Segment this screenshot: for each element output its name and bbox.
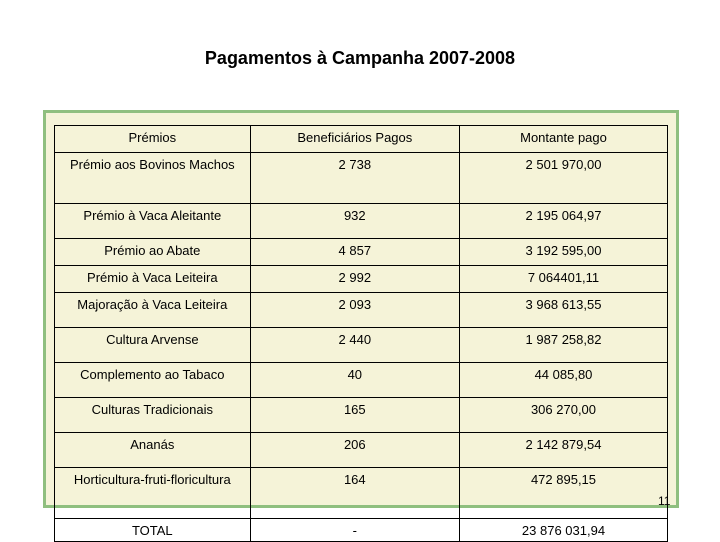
table-header-row [55,126,668,153]
cell-premio: Cultura Arvense [55,328,251,363]
cell-premio: Majoração à Vaca Leiteira [55,293,251,328]
cell-beneficiarios: 40 [250,363,459,398]
table-row [55,204,668,239]
cell-montante: 3 968 613,55 [460,293,668,328]
cell-beneficiarios: 2 093 [250,293,459,328]
table-row [55,293,668,328]
total-row [55,519,668,542]
cell-beneficiarios: 2 738 [250,153,459,204]
cell-montante: 1 987 258,82 [460,328,668,363]
table-row [55,433,668,468]
table-row [55,398,668,433]
cell-premio: Horticultura-fruti-floricultura [55,468,251,519]
cell-montante: 3 192 595,00 [460,239,668,266]
payments-table [54,125,671,542]
cell-total-label: TOTAL [55,519,251,542]
cell-beneficiarios: 2 992 [250,266,459,293]
table-row [55,266,668,293]
cell-beneficiarios: 165 [250,398,459,433]
cell-beneficiarios: 932 [250,204,459,239]
cell-beneficiarios: 164 [250,468,459,519]
slide-title: Pagamentos à Campanha 2007-2008 [204,48,516,68]
table-frame [43,110,679,538]
header-premios: Prémios [55,126,251,153]
cell-montante: 472 895,15 [460,468,668,519]
cell-montante: 7 064401,11 [460,266,668,293]
table-row [55,239,668,266]
table-row [55,363,668,398]
cell-montante: 2 501 970,00 [460,153,668,204]
cell-montante: 306 270,00 [460,398,668,433]
cell-total-beneficiarios: - [250,519,459,542]
cell-beneficiarios: 206 [250,433,459,468]
cell-beneficiarios: 2 440 [250,328,459,363]
cell-premio: Complemento ao Tabaco [55,363,251,398]
cell-premio: Ananás [55,433,251,468]
cell-premio: Prémio à Vaca Leiteira [55,266,251,293]
page-number: 11 [658,494,671,508]
cell-premio: Prémio aos Bovinos Machos [55,153,251,204]
table-row [55,153,668,204]
header-montante: Montante pago [460,126,668,153]
cell-montante: 44 085,80 [460,363,668,398]
cell-montante: 2 142 879,54 [460,433,668,468]
cell-premio: Prémio ao Abate [55,239,251,266]
cell-montante: 2 195 064,97 [460,204,668,239]
table-row [55,468,668,519]
cell-total-montante: 23 876 031,94 [460,519,668,542]
cell-beneficiarios: 4 857 [250,239,459,266]
header-beneficiarios: Beneficiários Pagos [250,126,459,153]
table-row [55,328,668,363]
cell-premio: Culturas Tradicionais [55,398,251,433]
cell-premio: Prémio à Vaca Aleitante [55,204,251,239]
